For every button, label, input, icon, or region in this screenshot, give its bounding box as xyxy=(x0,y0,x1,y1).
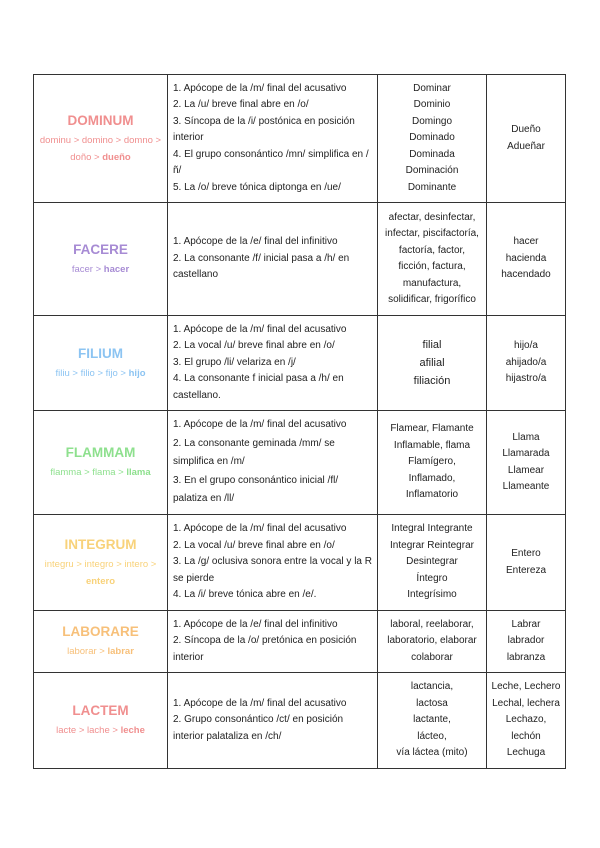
cultismo-item: afilial xyxy=(419,357,445,369)
rule-item: 3. El grupo /li/ velariza en /j/ xyxy=(173,356,296,368)
cultismos-cell xyxy=(378,316,487,411)
rule-item: 2. La consonante /f/ inicial pasa a /h/ en castellano xyxy=(173,252,350,281)
cultismo-item: lactante, xyxy=(413,714,451,726)
cultismos-cell xyxy=(378,515,487,611)
cultismo-item: lactosa xyxy=(416,697,448,709)
cultismo-item: manufactura, xyxy=(402,277,462,289)
rule-item: 2. La /u/ breve final abre en /o/ xyxy=(173,99,309,111)
rule-item: 5. La /o/ breve tónica diptonga en /ue/ xyxy=(173,181,341,193)
derivados-cell xyxy=(487,316,566,411)
rule-item: 1. Apócope de la /e/ final del infinitivo xyxy=(173,236,338,248)
derivado-item: Lechazo, xyxy=(505,714,547,726)
evolution-result: labrar xyxy=(107,646,134,657)
rule-item: 2. Síncopa de la /o/ pretónica en posición interior xyxy=(173,635,357,663)
rules-cell xyxy=(168,411,378,515)
cultismo-item: Íntegro xyxy=(416,572,448,584)
cultismo-item: Integrísimo xyxy=(407,589,457,601)
cultismo-item: Flamígero, xyxy=(408,456,456,468)
derivados-cell xyxy=(487,611,566,673)
derivado-item: Entereza xyxy=(505,564,547,576)
derivado-item: Entero xyxy=(511,548,541,559)
cultismo-item: ficción, factura, xyxy=(398,261,466,272)
rule-item: 1. Apócope de la /m/ final del acusativo xyxy=(173,82,347,94)
cultismo-item: Dominada xyxy=(409,148,455,160)
rule-item: 3. En el grupo consonántico inicial /fl/ palatiza en /ll/ xyxy=(173,474,339,505)
derivado-item: ahijado/a xyxy=(505,356,547,368)
evolution-chain xyxy=(34,261,167,278)
evolution-result: hijo xyxy=(128,367,146,379)
rule-item: 1. Apócope de la /m/ final del acusativo xyxy=(173,323,347,335)
derivado-item: hacer xyxy=(513,236,539,248)
derivados-cell xyxy=(487,411,566,515)
cultismo-item: Desintegrar xyxy=(406,556,458,568)
derivado-item: labrador xyxy=(507,635,545,647)
word-cell xyxy=(34,411,168,515)
cultismo-item: afectar, desinfectar, xyxy=(388,211,476,223)
word-cell xyxy=(34,316,168,411)
word-cell xyxy=(34,75,168,203)
table-row xyxy=(34,75,566,203)
cultismos-cell xyxy=(378,203,487,316)
cultismos-cell xyxy=(378,673,487,769)
derivado-item: Labrar xyxy=(511,618,541,630)
rule-item: 2. La consonante geminada /mm/ se simplifica en /m/ xyxy=(173,437,335,468)
cultismo-item: Integral Integrante xyxy=(391,523,473,535)
cultismos-cell xyxy=(378,411,487,515)
derivados-cell xyxy=(487,515,566,611)
rules-cell xyxy=(168,316,378,411)
derivado-item: Dueño xyxy=(511,124,541,135)
derivado-item: Llama xyxy=(512,431,540,443)
cultismo-item: Dominante xyxy=(407,181,457,193)
cultismo-item: filiación xyxy=(413,375,451,387)
evolution-result: leche xyxy=(120,725,145,736)
derivado-item: Llamarada xyxy=(502,448,550,459)
evolution-result: dueño xyxy=(102,151,131,163)
table-row xyxy=(34,673,566,769)
cultismo-item: vía láctea (mito) xyxy=(396,747,468,759)
cultismo-item: factoría, factor, xyxy=(398,244,466,256)
evolution-steps: lacte > lache > xyxy=(56,725,121,736)
word-cell xyxy=(34,673,168,769)
rule-item: 1. Apócope de la /m/ final del acusativo xyxy=(173,419,347,431)
derivados-cell xyxy=(487,203,566,316)
cultismo-item: filial xyxy=(422,339,442,351)
cultismo-item: lactancia, xyxy=(410,681,454,693)
latin-word: FACERE xyxy=(73,241,128,257)
derivado-item: labranza xyxy=(506,651,546,663)
cultismo-item: solidificar, frigorífico xyxy=(388,294,476,305)
derivado-item: hijo/a xyxy=(514,340,538,352)
table-row xyxy=(34,515,566,611)
etymology-table xyxy=(33,74,566,769)
evolution-steps: dominu > domino > domno > doño > xyxy=(39,134,162,163)
rule-item: 2. La vocal /u/ breve final abre en /o/ xyxy=(173,340,335,352)
rule-item: 1. Apócope de la /e/ final del infinitivo xyxy=(173,618,338,630)
evolution-chain xyxy=(34,365,167,382)
derivados-cell xyxy=(487,673,566,769)
cultismo-item: laboral, reelaborar, xyxy=(390,618,474,630)
evolution-result: hacer xyxy=(103,263,130,275)
evolution-steps: laborar > xyxy=(67,646,108,657)
cultismo-item: Dominación xyxy=(405,165,459,177)
cultismo-item: laboratorio, elaborar xyxy=(387,635,477,647)
latin-word: DOMINUM xyxy=(67,112,134,128)
word-cell xyxy=(34,203,168,316)
latin-word: INTEGRUM xyxy=(64,536,137,552)
table-row xyxy=(34,203,566,316)
cultismo-item: Flamear, Flamante xyxy=(390,423,474,435)
derivado-item: Leche, Lechero xyxy=(491,681,561,693)
cultismo-item: Inflamatorio xyxy=(405,489,459,501)
evolution-result: llama xyxy=(126,467,151,478)
derivado-item: hijastro/a xyxy=(505,373,547,385)
rule-item: 2. Grupo consonántico /ct/ en posición interior palataliza en /ch/ xyxy=(173,714,344,742)
table-row xyxy=(34,316,566,411)
derivado-item: hacienda xyxy=(505,252,547,264)
evolution-steps: filiu > filio > fijo > xyxy=(55,367,129,379)
latin-word: FLAMMAM xyxy=(65,445,136,460)
cultismos-cell xyxy=(378,75,487,203)
derivado-item: Llameante xyxy=(502,481,550,492)
word-cell xyxy=(34,611,168,673)
rule-item: 3. Síncopa de la /i/ postónica en posición interior xyxy=(173,115,355,144)
derivado-item: Lechuga xyxy=(506,747,546,759)
evolution-steps: integru > integro > intero > xyxy=(44,558,157,570)
derivado-item: Lechal, lechera xyxy=(492,697,560,709)
cultismo-item: colaborar xyxy=(411,651,453,663)
cultismo-item: Dominar xyxy=(413,82,451,94)
evolution-steps: flamma > flama > xyxy=(50,467,127,478)
rules-cell xyxy=(168,75,378,203)
evolution-steps: facer > xyxy=(71,263,104,275)
cultismo-item: Inflamable, flama xyxy=(393,439,471,451)
table-row xyxy=(34,411,566,515)
cultismo-item: lácteo, xyxy=(417,730,447,742)
latin-word: LABORARE xyxy=(62,624,139,639)
evolution-chain xyxy=(34,132,167,166)
cultismo-item: Dominado xyxy=(409,132,455,144)
cultismo-item: Inflamado, xyxy=(408,472,456,484)
cultismos-cell xyxy=(378,611,487,673)
derivado-item: Adueñar xyxy=(507,140,545,152)
rule-item: 2. La vocal /u/ breve final abre en /o/ xyxy=(173,539,335,551)
rule-item: 4. La /i/ breve tónica abre en /e/. xyxy=(173,589,317,601)
rule-item: 4. La consonante f inicial pasa a /h/ en castellano. xyxy=(173,373,344,401)
derivado-item: Llamear xyxy=(507,464,545,476)
word-cell xyxy=(34,515,168,611)
derivados-cell xyxy=(487,75,566,203)
evolution-result: entero xyxy=(85,575,116,587)
evolution-chain xyxy=(34,556,167,590)
latin-word: LACTEM xyxy=(72,703,129,718)
evolution-chain xyxy=(34,464,167,481)
rule-item: 4. El grupo consonántico /mn/ simplifica en /ñ/ xyxy=(173,148,369,177)
rule-item: 1. Apócope de la /m/ final del acusativo xyxy=(173,523,347,535)
latin-word: FILIUM xyxy=(78,345,123,361)
cultismo-item: Domingo xyxy=(411,115,453,127)
table-row xyxy=(34,611,566,673)
derivado-item: lechón xyxy=(511,730,541,742)
cultismo-item: Integrar Reintegrar xyxy=(390,539,474,551)
rule-item: 3. La /g/ oclusiva sonora entre la vocal y la R se pierde xyxy=(173,556,372,584)
cultismo-item: Dominio xyxy=(413,99,451,111)
cultismo-item: infectar, piscifactoría, xyxy=(385,228,479,239)
rules-cell xyxy=(168,611,378,673)
rules-cell xyxy=(168,673,378,769)
evolution-chain xyxy=(34,643,167,660)
evolution-chain xyxy=(34,722,167,739)
rules-cell xyxy=(168,203,378,316)
rules-cell xyxy=(168,515,378,611)
derivado-item: hacendado xyxy=(501,269,551,281)
rule-item: 1. Apócope de la /m/ final del acusativo xyxy=(173,697,347,709)
